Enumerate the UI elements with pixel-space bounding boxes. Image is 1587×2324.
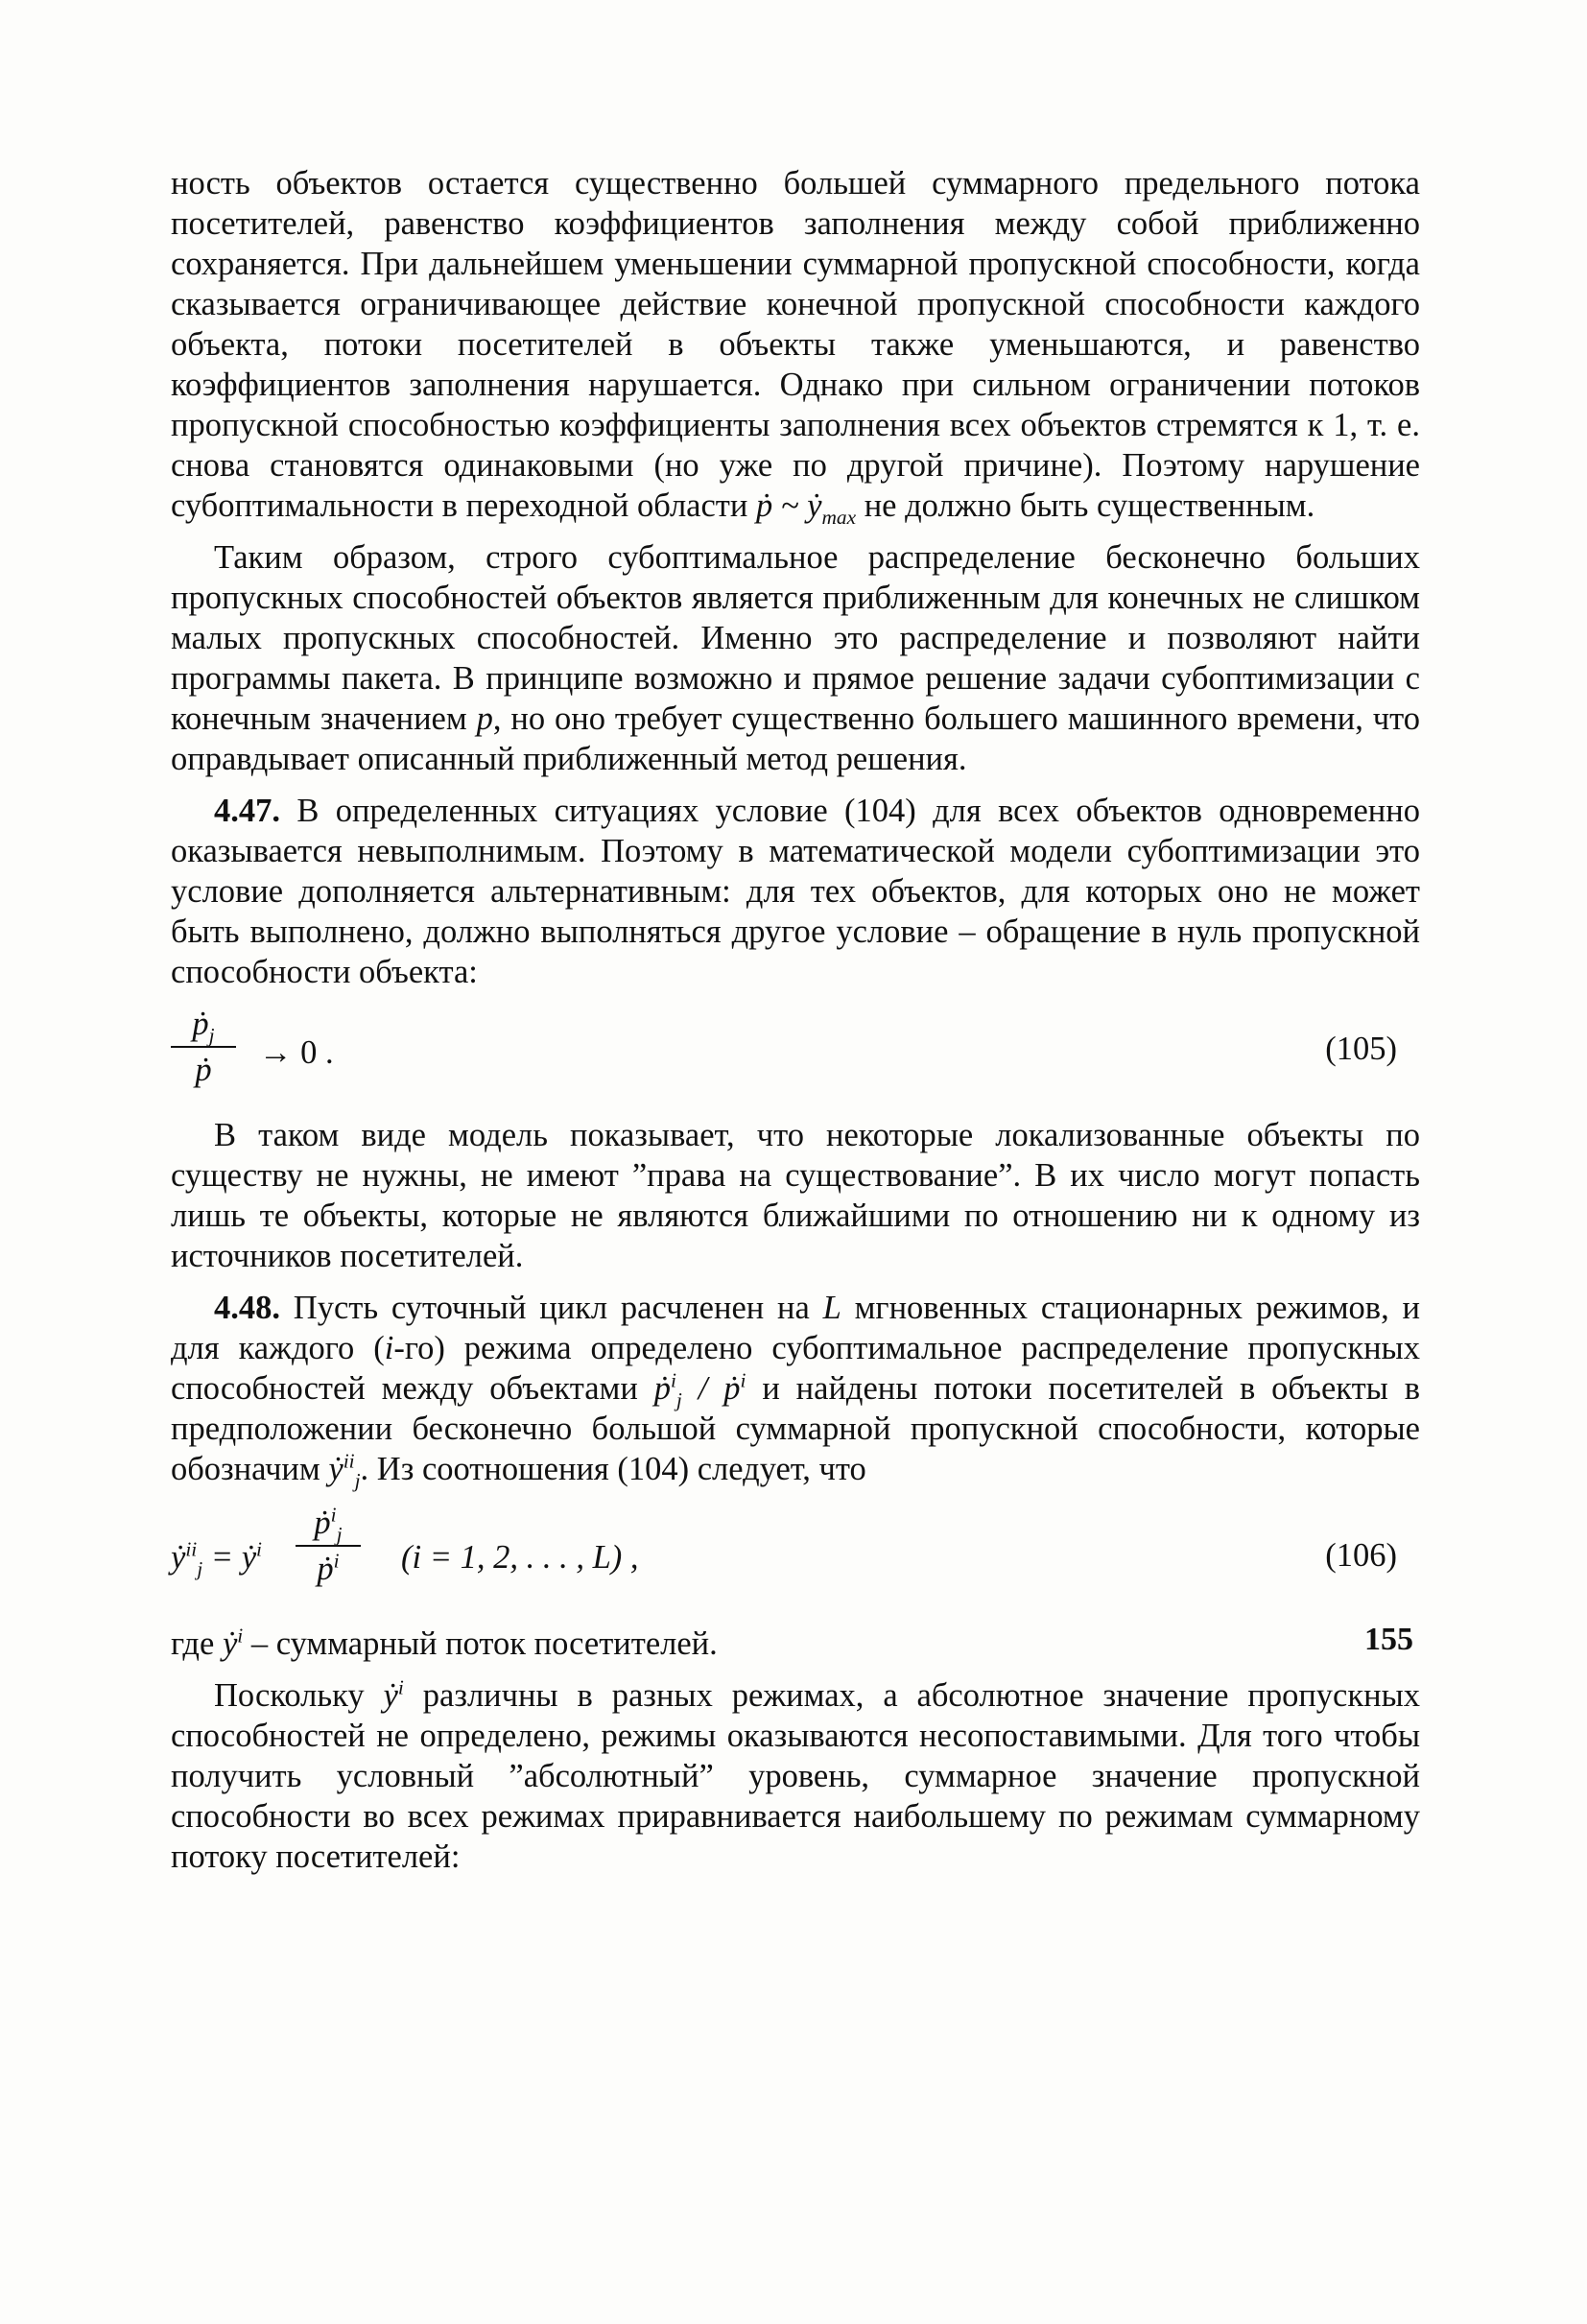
math-text: ẏ: [171, 1539, 186, 1576]
fraction-denominator: [309, 1549, 346, 1589]
math-sub: j: [354, 1468, 361, 1492]
text-run: где: [171, 1625, 223, 1662]
equation-number: (105): [1325, 1031, 1397, 1067]
page-number: 155: [1364, 1622, 1413, 1657]
math-text: ẏ: [222, 1625, 238, 1662]
section-number: 4.47.: [214, 793, 280, 829]
section-number: 4.48.: [214, 1290, 280, 1326]
text-run: – суммарный поток посетителей.: [243, 1625, 718, 1662]
fraction-bar: [171, 1046, 236, 1048]
fraction-bar: [296, 1545, 361, 1547]
math-var: p: [476, 700, 493, 737]
math-text: ṗ: [653, 1370, 671, 1407]
math-sub: max: [821, 505, 857, 529]
text-run: различны в разных режимах, а абсолютное значение пропускных способностей не определено, режимы оказываются несопоставимыми. Для того чтобы получить условный ”абсолютный” уровень, суммарное значение пропускной способности во всех режимах приравнивается наибольшему по режимам суммарному потоку посетителей:: [171, 1677, 1420, 1875]
text-run: . Из соотношения (104) следует, что: [360, 1451, 866, 1487]
fraction-denominator: ṗ: [195, 1052, 212, 1088]
math-inline: [755, 487, 857, 529]
paragraph: [171, 537, 1420, 779]
equation-106: [171, 1493, 1420, 1618]
math-sup: ii: [343, 1449, 355, 1473]
math-sup: i: [397, 1675, 404, 1699]
fraction: [171, 1004, 236, 1090]
math-sup: i: [330, 1503, 337, 1527]
math-inline: [328, 1449, 361, 1492]
math-sup: i: [237, 1624, 244, 1648]
text-run: не должно быть существенным.: [856, 487, 1315, 524]
paragraph-continued: [171, 163, 1420, 529]
math-sub: j: [336, 1522, 343, 1546]
math-text: ẏ: [383, 1677, 398, 1714]
text-run: ность объектов остается существенно большей суммарного предельного потока посетителей, равенство коэффициентов заполнения между собой приближенно сохраняется. При дальнейшем уменьшении суммарной пропускной способности, когда сказывается ограничивающее действие конечной пропускной способности каждого объекта, потоки посетителей в объекты также уменьшаются, и равенство коэффициентов заполнения нарушается. Однако при сильном ограничении потоков пропускной способностью коэффициенты заполнения всех объектов стремятся к 1, т. е. снова становятся одинаковыми (но уже по другой причине). Поэтому нарушение субоптимальности в переходной области: [171, 165, 1420, 524]
math-inline: [223, 1625, 243, 1662]
math-text: ṗ: [317, 1551, 334, 1587]
math-text: ẏ: [328, 1451, 343, 1487]
math-sub: j: [197, 1556, 203, 1580]
math-sup: ii: [185, 1537, 198, 1561]
equation-number: (106): [1325, 1537, 1397, 1574]
math-inline: [653, 1368, 746, 1411]
math-inline: [384, 1677, 404, 1714]
paragraph-section-4-47: [171, 791, 1420, 992]
math-sub: j: [208, 1023, 215, 1047]
fraction: [296, 1503, 361, 1589]
math-text: ṗ ~ ẏ: [755, 487, 822, 524]
math-text: = ẏ: [202, 1539, 257, 1576]
text-run: В таком виде модель показывает, что некоторые локализованные объекты по существу не нужны, не имеют ”права на существование”. В их число могут попасть лишь те объекты, которые не являются ближайшими по отношению ни к одному из источников посетителей.: [171, 1117, 1420, 1274]
text-run: Таким образом, строго субоптимальное распределение бесконечно больших пропускных способностей объектов является приближенным для конечных не слишком малых пропускных способностей. Именно это распределение и позволяют найти программы пакета. В принципе возможно и прямое решение задачи субоптимизации с конечным значением: [171, 539, 1420, 737]
math-sup: i: [670, 1368, 676, 1392]
text-run: В определенных ситуациях условие (104) для всех объектов одновременно оказывается невыполнимым. Поэтому в математической модели субоптимизации это условие дополняется альтернативным: для тех объектов, для которых оно не может быть выполнено, должно выполняться другое условие – обращение в нуль пропускной способности объекта:: [171, 793, 1420, 990]
text-run: Пусть суточный цикл расчленен на: [280, 1290, 823, 1326]
fraction-numerator: [306, 1503, 349, 1546]
math-sup: i: [740, 1368, 746, 1392]
paragraph-continued: [171, 1624, 1420, 1664]
math-text: ṗ: [192, 1006, 209, 1042]
equation-rest: (i = 1, 2, . . . , L) ,: [401, 1539, 639, 1576]
math-var: i: [384, 1330, 394, 1366]
paragraph-section-4-48: [171, 1288, 1420, 1492]
text-run: , но оно требует существенно большего машинного времени, что оправдывает описанный приближенный метод решения.: [171, 700, 1420, 777]
text-run: мгновенных стационарных режимов, и для каждого (: [171, 1290, 1420, 1366]
text-run: и найдены потоки посетителей в объекты в предположении бесконечно большой суммарной пропускной способности, которые обозначим: [171, 1370, 1420, 1487]
math-var: L: [822, 1290, 841, 1326]
paragraph: [171, 1115, 1420, 1276]
math-text: / ṗ: [681, 1370, 741, 1407]
math-text: ṗ: [314, 1505, 331, 1541]
math-sup: i: [256, 1537, 262, 1561]
paragraph: [171, 1675, 1420, 1877]
equation-105: [171, 996, 1420, 1109]
body-text: [171, 163, 1420, 1877]
equation-lhs: [171, 1537, 262, 1580]
math-sub: j: [675, 1387, 682, 1411]
fraction-numerator: [184, 1004, 222, 1047]
equation-rest: → 0 .: [259, 1034, 334, 1071]
text-run: -го) режима определено субоптимальное распределение пропускных способностей между объектами: [171, 1330, 1420, 1407]
text-run: Поскольку: [214, 1677, 384, 1714]
math-sup: i: [333, 1549, 340, 1573]
